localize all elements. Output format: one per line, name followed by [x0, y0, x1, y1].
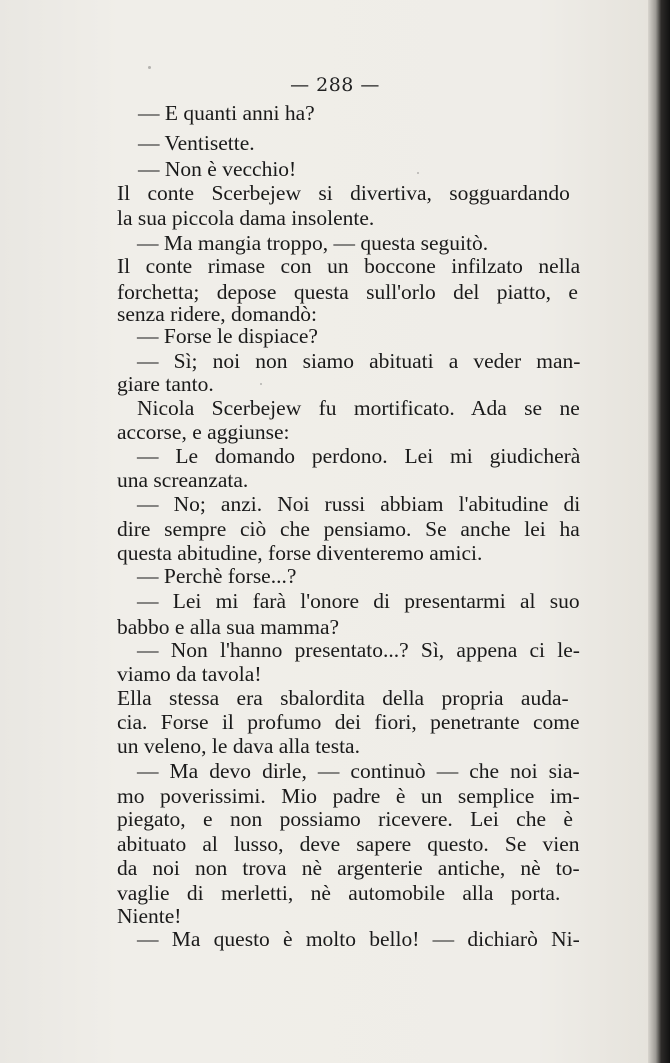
text-line: mo poverissimi. Mio padre è un semplice im- [117, 784, 580, 808]
text-line: accorse, e aggiunse: [117, 420, 290, 444]
text-line: — Le domando perdono. Lei mi giudicherà [137, 444, 581, 468]
text-line: — Ma devo dirle, — continuò — che noi sia- [137, 759, 580, 783]
text-line: — Ma mangia troppo, — questa seguitò. [137, 231, 489, 255]
text-line: un veleno, le dava alla testa. [117, 734, 360, 758]
text-line: — Non è vecchio! [138, 157, 297, 181]
text-line: vaglie di merletti, nè automobile alla porta. [117, 881, 561, 905]
text-line: una screanzata. [117, 468, 249, 492]
text-line: cia. Forse il profumo dei fiori, penetrante come [117, 710, 580, 734]
text-line: — Ma questo è molto bello! — dichiarò Ni- [137, 927, 580, 951]
text-line: — Lei mi farà l'onore di presentarmi al suo [137, 589, 580, 613]
text-line: da noi non trova nè argenterie antiche, nè to- [117, 856, 580, 880]
text-line: piegato, e non possiamo ricevere. Lei che è [117, 807, 573, 831]
text-line: senza ridere, domandò: [117, 302, 317, 326]
text-line: Nicola Scerbejew fu mortificato. Ada se ne [137, 396, 580, 420]
text-line: — Non l'hanno presentato...? Sì, appena ci le- [137, 638, 580, 662]
text-line: giare tanto. [117, 372, 214, 396]
paper-speck [260, 383, 262, 385]
text-line: viamo da tavola! [117, 662, 262, 686]
text-line: babbo e alla sua mamma? [117, 615, 340, 639]
text-line: — Forse le dispiace? [137, 324, 318, 348]
book-spine-shadow [648, 0, 670, 1063]
page-number: — 288 — [290, 74, 380, 96]
text-line: — No; anzi. Noi russi abbiam l'abitudine di [137, 492, 581, 516]
text-line: — Ventisette. [138, 131, 255, 155]
text-line: — Perchè forse...? [137, 564, 297, 588]
text-line: la sua piccola dama insolente. [117, 206, 375, 230]
text-line: — E quanti anni ha? [138, 101, 315, 125]
text-line: — Sì; noi non siamo abituati a veder man- [137, 349, 581, 373]
text-line: Ella stessa era sbalordita della propria auda- [117, 686, 569, 710]
text-line: Il conte rimase con un boccone infilzato nella [117, 254, 581, 278]
text-line: Il conte Scerbejew si divertiva, sogguardando [117, 181, 570, 205]
paper-speck [417, 172, 419, 174]
text-line: forchetta; depose questa sull'orlo del piatto, e [117, 280, 578, 304]
paper-speck [148, 66, 151, 69]
text-line: abituato al lusso, deve sapere questo. Se vien [117, 832, 580, 856]
text-line: Niente! [117, 904, 182, 928]
text-line: questa abitudine, forse diventeremo amici. [117, 541, 483, 565]
text-line: dire sempre ciò che pensiamo. Se anche lei ha [117, 517, 580, 541]
